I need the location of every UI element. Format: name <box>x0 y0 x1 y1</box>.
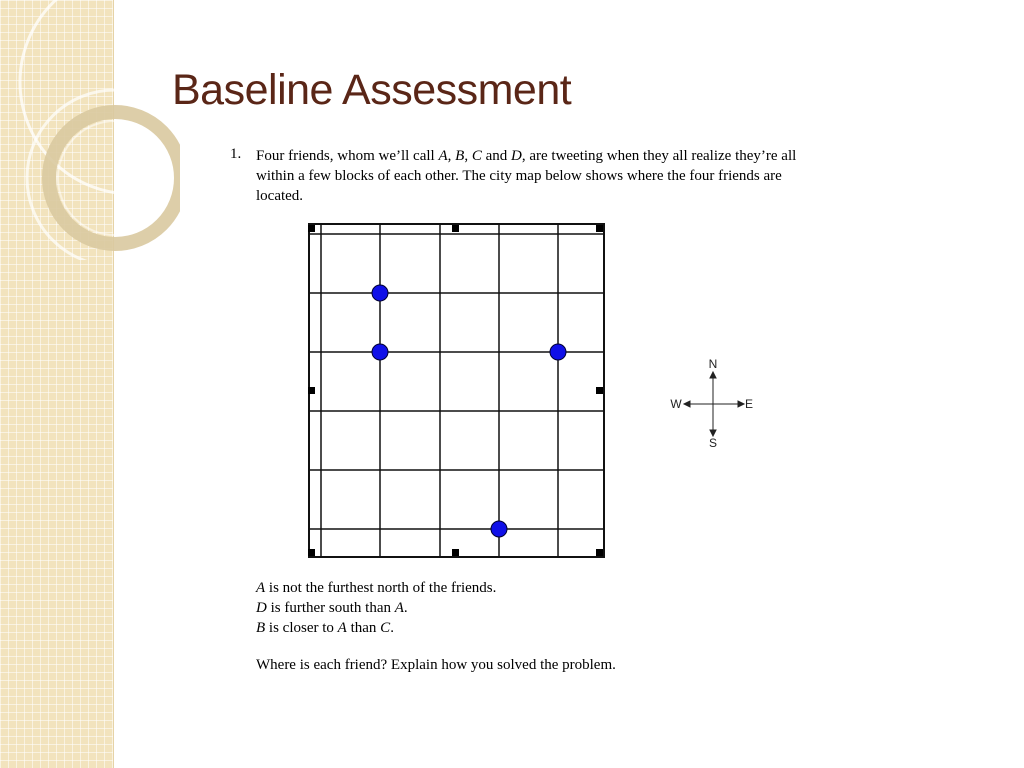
compass-south-label: S <box>708 436 718 450</box>
question-intro: Four friends, whom we’ll call A, B, C and D, are tweeting when they all realize they’re all within a few blocks of each other. The city map below shows where the four friends are located. <box>256 148 797 204</box>
slide-title: Baseline Assessment <box>172 66 572 114</box>
compass-east-label: E <box>744 397 754 411</box>
clue-line: B is closer to A than C. <box>256 620 394 636</box>
compass-west-label: W <box>670 397 682 411</box>
compass-north-label: N <box>708 357 718 371</box>
final-question: Where is each friend? Explain how you solved the problem. <box>256 657 616 673</box>
clue-line: D is further south than A. <box>256 600 408 616</box>
clue-line: A is not the furthest north of the friends. <box>256 580 497 596</box>
clue-list <box>256 578 816 638</box>
question-number: 1. <box>230 146 242 162</box>
